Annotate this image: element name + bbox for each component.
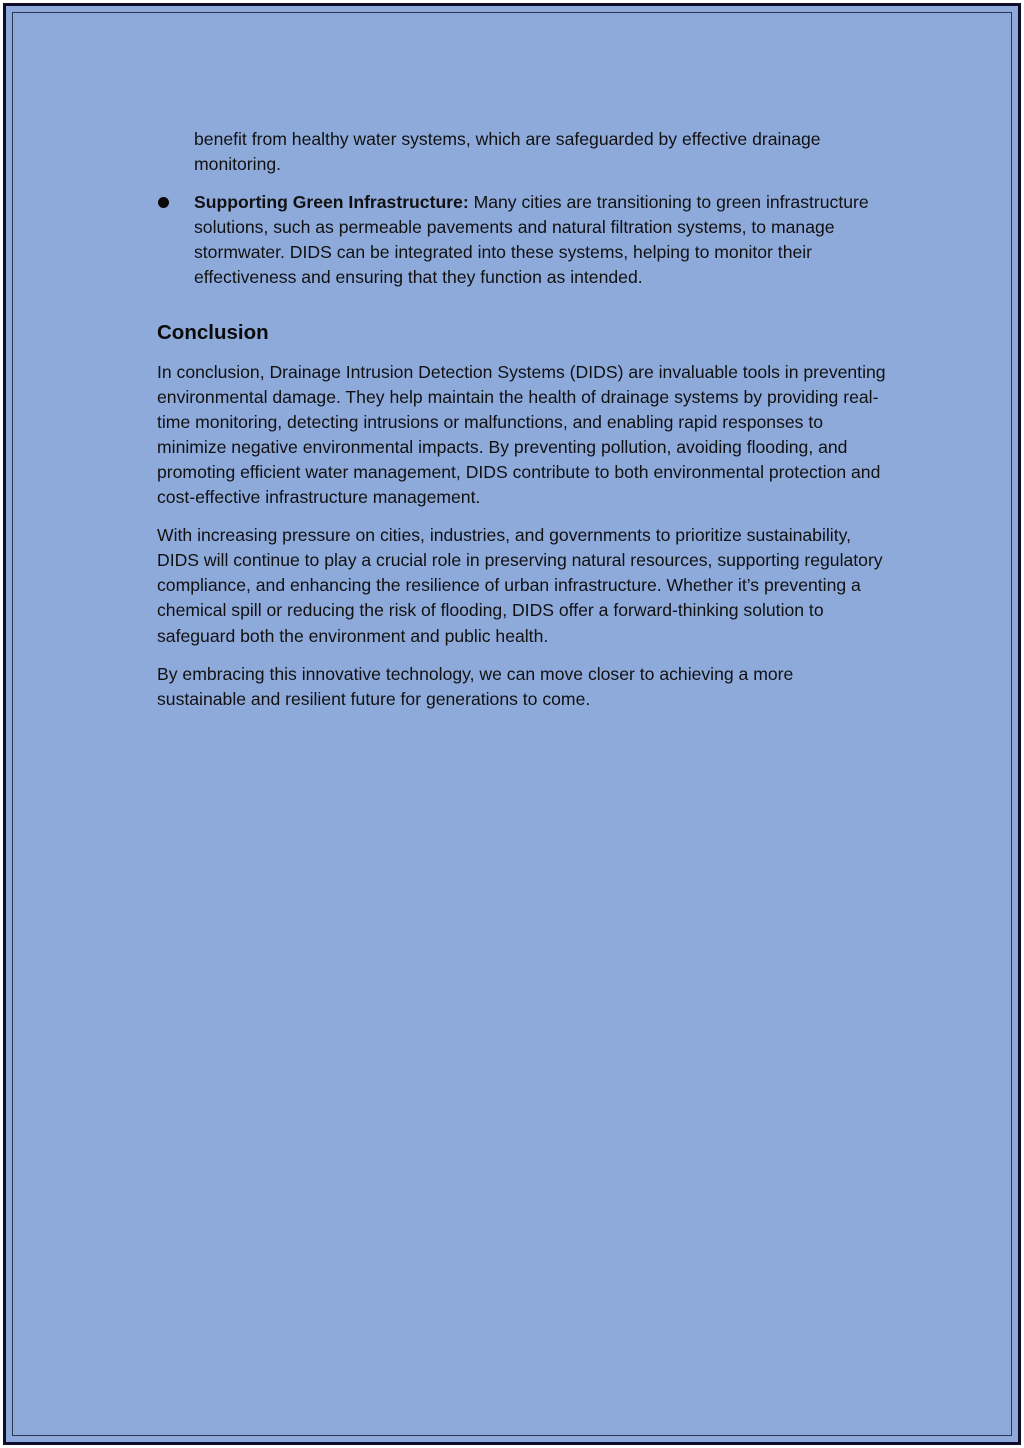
paragraph-2: With increasing pressure on cities, industries, and governments to prioritize sustainability, DIDS will continue to play a crucial role in preserving natural resources, supporting regulatory compliance, and enhancing the resilience of urban infrastructure. Whether it’s preventing a chemical spill or reducing the risk of flooding, DIDS offer a forward-thinking solution to safeguard both the environment and public health. — [157, 525, 883, 646]
bullet-icon — [158, 197, 169, 208]
bullet-title: Supporting Green Infrastructure: — [194, 192, 469, 213]
document-page — [3, 3, 1021, 1445]
continuation-text: benefit from healthy water systems, which are safeguarded by effective drainage monitoring. — [194, 129, 821, 175]
bullet-text: Many cities are transitioning to green infrastructure solutions, such as permeable pavements and natural filtration systems, to manage stormwater. DIDS can be integrated into these systems, helping to monitor their effectiveness and ensuring that they function as intended. — [194, 192, 869, 288]
section-heading-conclusion: Conclusion — [157, 320, 269, 344]
document-body — [157, 127, 887, 725]
paragraph-3: By embracing this innovative technology, we can move closer to achieving a more sustainable and resilient future for generations to come. — [157, 663, 794, 709]
list-item — [157, 190, 887, 290]
paragraph-1: In conclusion, Drainage Intrusion Detection Systems (DIDS) are invaluable tools in preventing environmental damage. They help maintain the health of drainage systems by providing real-time monitoring, detecting intrusions or malfunctions, and enabling rapid responses to minimize negative environmental impacts. By preventing pollution, avoiding flooding, and promoting efficient water management, DIDS contribute to both environmental protection and cost-effective infrastructure management. — [157, 361, 886, 508]
